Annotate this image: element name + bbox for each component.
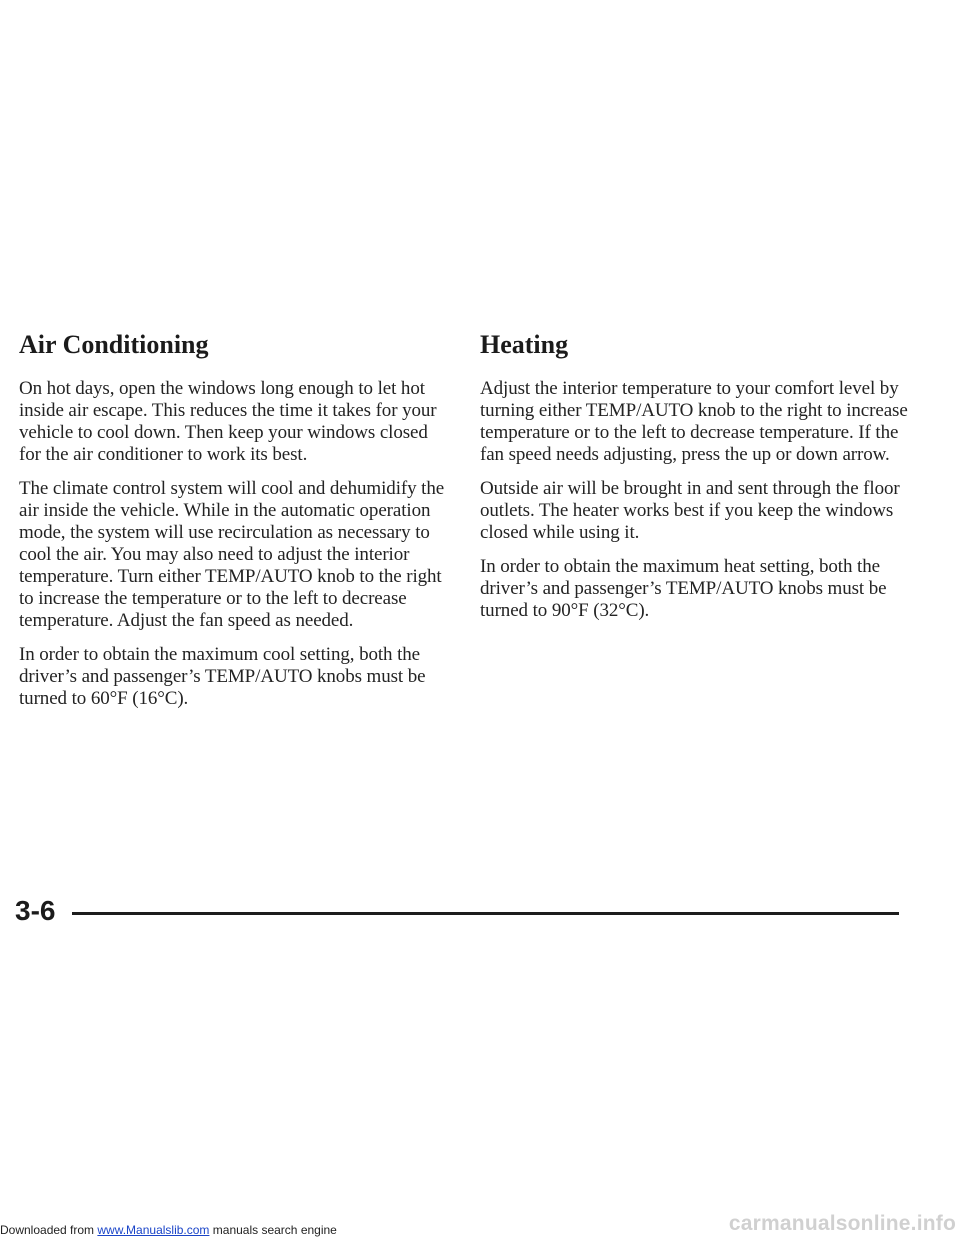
manualslib-link[interactable]: www.Manualslib.com (97, 1223, 210, 1237)
heating-paragraph-2: Outside air will be brought in and sent through the floor outlets. The heater works best if you keep the windows closed while using it. (480, 478, 900, 543)
air-conditioning-paragraph-2: The climate control system will cool and dehumidify the air inside the vehicle. While in the automatic operation mode, the system will use recirculation as necessary to cool the air. You may also need to adjust the interior temperature. Turn either TEMP/AUTO knob to the right to increase the temperature or to the left to decrease temperature. Adjust the fan speed as needed. (19, 478, 445, 631)
heating-paragraph-3: In order to obtain the maximum heat setting, both the driver’s and passenger’s TEMP/AUTO knobs must be turned to 90°F (32°C). (480, 556, 887, 621)
footer-suffix: manuals search engine (209, 1223, 337, 1237)
footer-prefix: Downloaded from (0, 1223, 98, 1237)
air-conditioning-heading: Air Conditioning (19, 330, 209, 359)
air-conditioning-section (19, 330, 449, 722)
air-conditioning-paragraph-1: On hot days, open the windows long enough to let hot inside air escape. This reduces the time it takes for your vehicle to cool down. Then keep your windows closed for the air conditioner to work its best. (19, 378, 437, 465)
download-footer (0, 1222, 337, 1238)
site-watermark: carmanualsonline.info (728, 1212, 956, 1235)
air-conditioning-paragraph-3: In order to obtain the maximum cool setting, both the driver’s and passenger’s TEMP/AUTO knobs must be turned to 60°F (16°C). (19, 644, 426, 709)
page-number: 3-6 (15, 895, 56, 926)
heating-heading: Heating (480, 330, 569, 359)
footer-divider (72, 912, 899, 915)
heating-section (480, 330, 910, 634)
heating-paragraph-1: Adjust the interior temperature to your comfort level by turning either TEMP/AUTO knob to the right to increase temperature or to the left to decrease temperature. If the fan speed needs adjusting, press the up or down arrow. (480, 378, 908, 465)
